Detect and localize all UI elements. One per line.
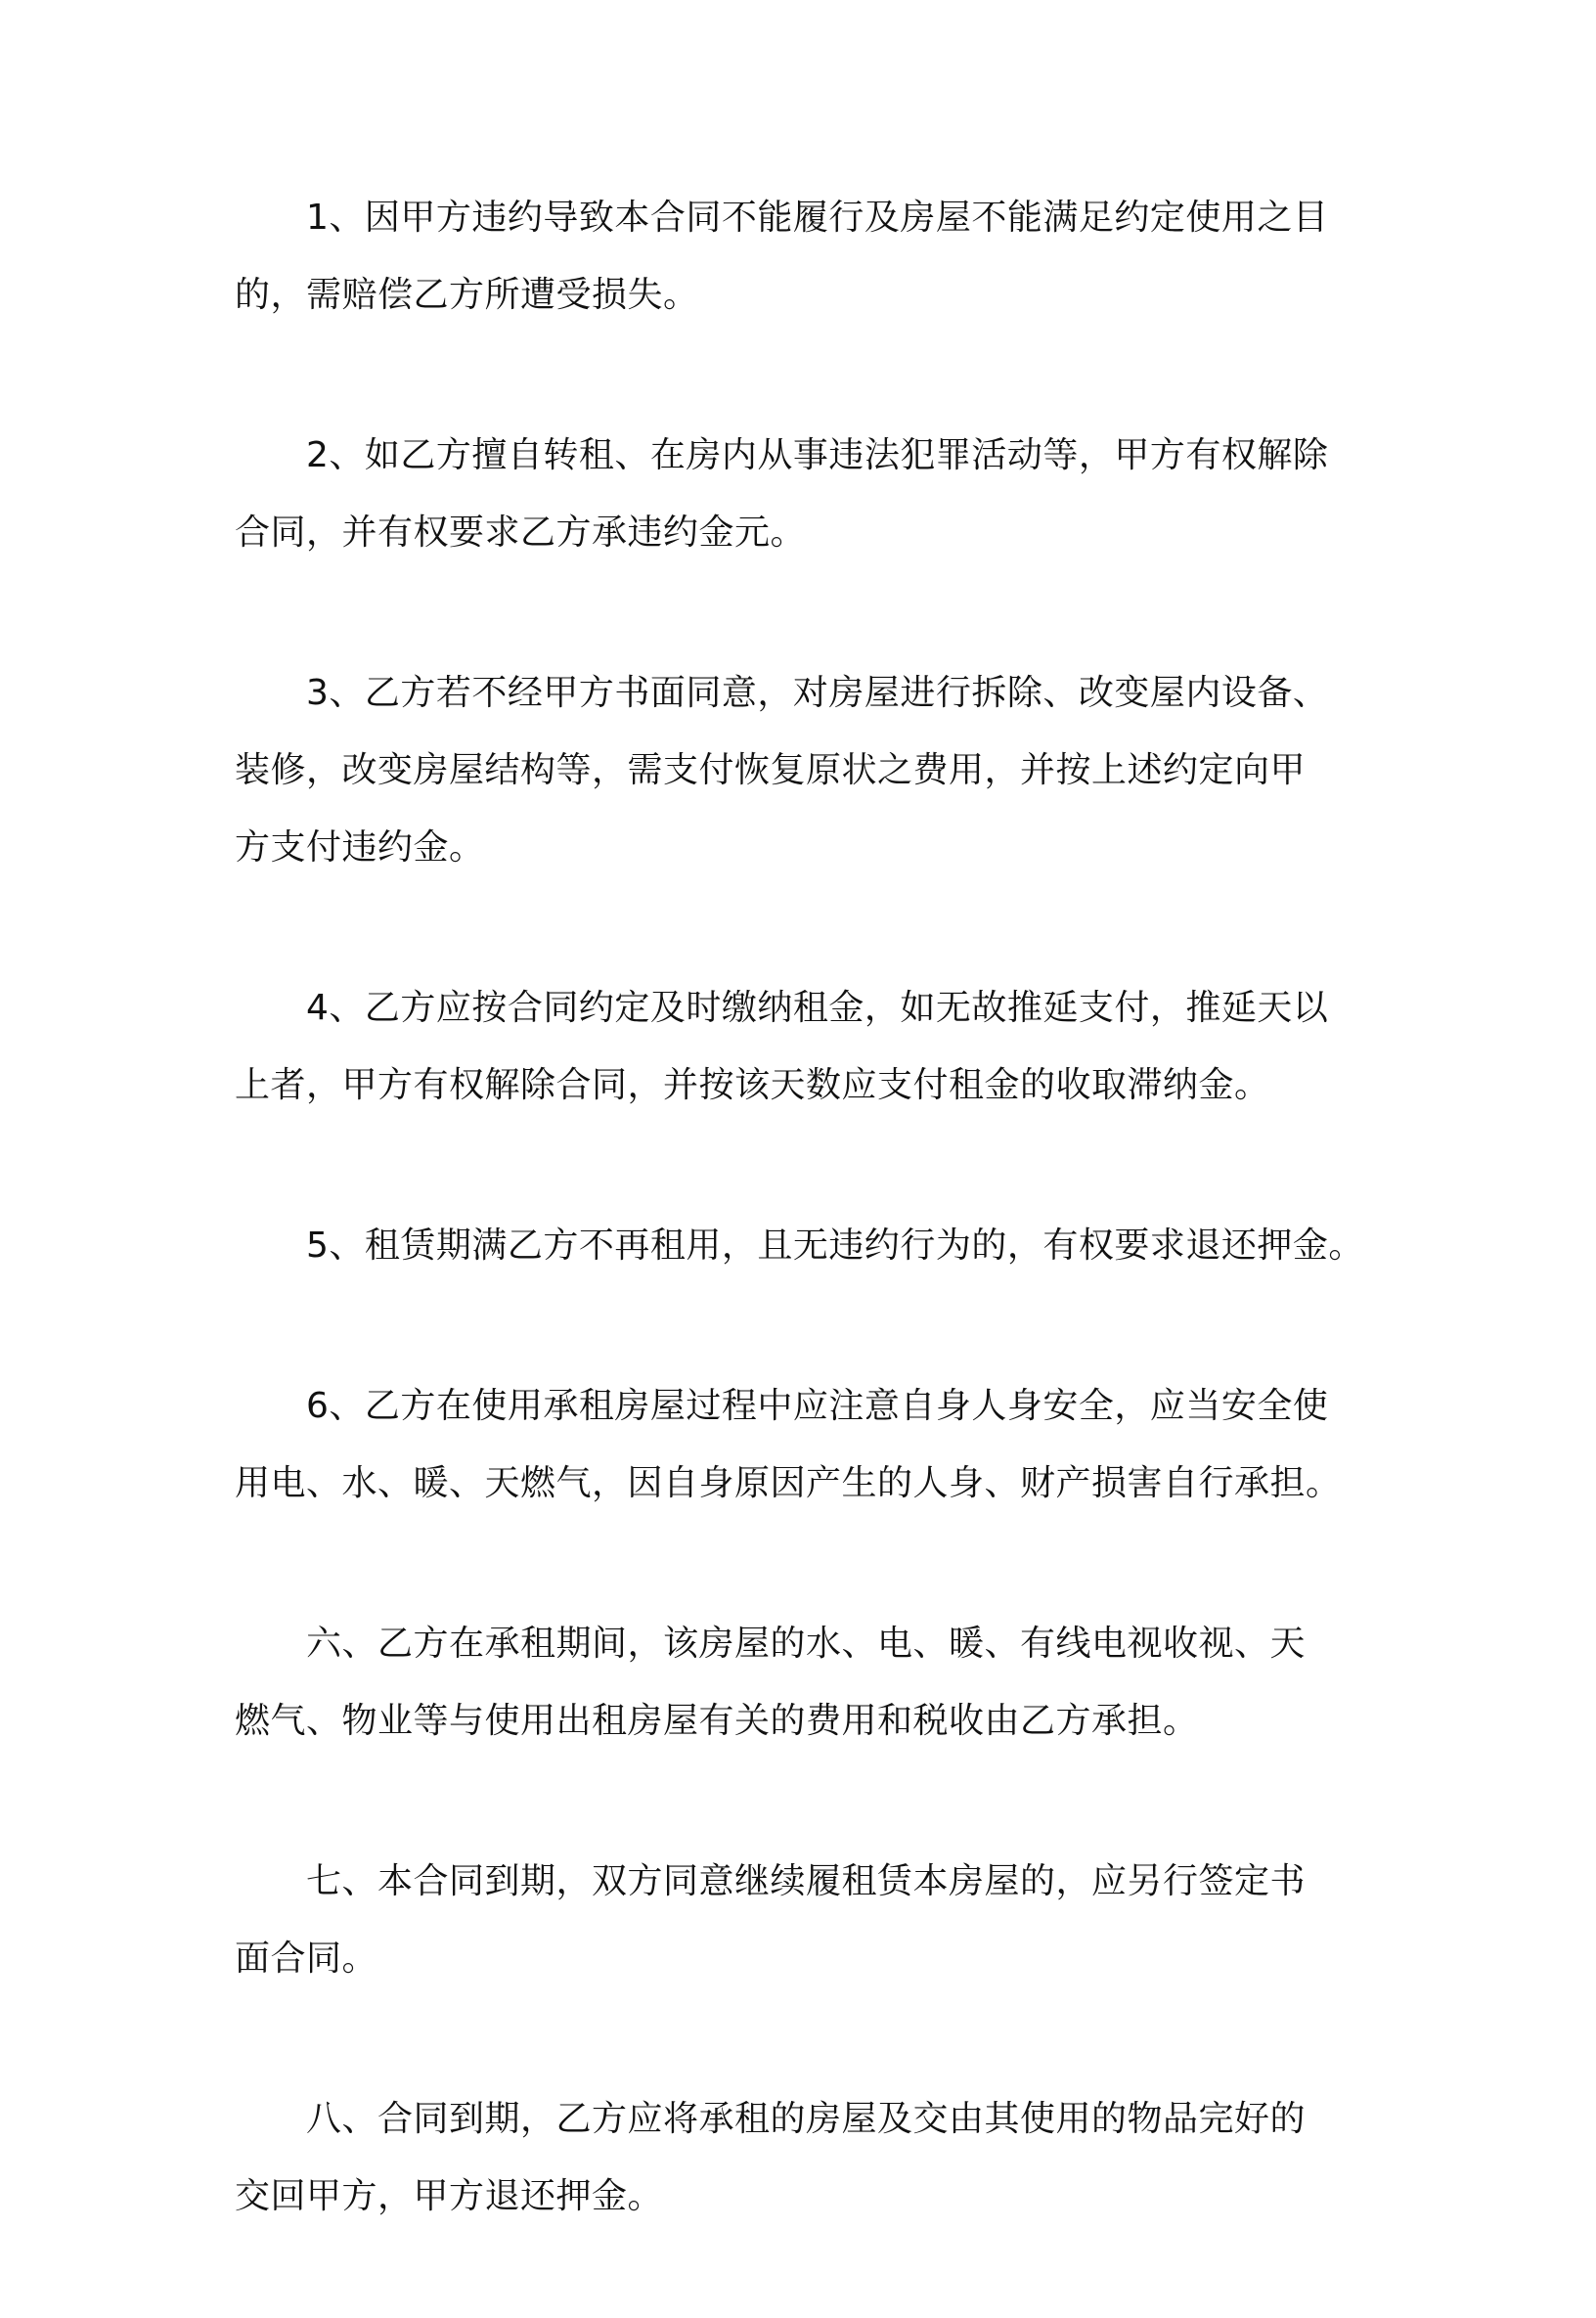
clause-line: 5、租赁期满乙方不再租用，且无违约行为的，有权要求退还押金。 (306, 1226, 1364, 1266)
clause-line: 合同，并有权要求乙方承违约金元。 (235, 513, 807, 553)
clause-6 (235, 1367, 1379, 1522)
contract-clauses (235, 179, 1379, 2318)
clause-line: 八、合同到期，乙方应将承租的房屋及交由其使用的物品完好的 (306, 2099, 1307, 2139)
clause-line: 6、乙方在使用承租房屋过程中应注意自身人身安全，应当安全使 (306, 1386, 1329, 1426)
clause-line: 1、因甲方违约导致本合同不能履行及房屋不能满足约定使用之目 (306, 198, 1329, 238)
clause-line: 的，需赔偿乙方所遭受损失。 (235, 275, 699, 315)
clause-seven (235, 1843, 1379, 1997)
clause-line: 2、如乙方擅自转租、在房内从事违法犯罪活动等，甲方有权解除 (306, 435, 1329, 475)
clause-5 (235, 1207, 1379, 1284)
clause-2 (235, 417, 1379, 571)
clause-line: 七、本合同到期，双方同意继续履租赁本房屋的，应另行签定书 (306, 1861, 1307, 1901)
clause-eight (235, 2080, 1379, 2235)
clause-line: 4、乙方应按合同约定及时缴纳租金，如无故推延支付，推延天以 (306, 988, 1329, 1028)
clause-line: 六、乙方在承租期间，该房屋的水、电、暖、有线电视收视、天 (306, 1624, 1307, 1664)
clause-line: 用电、水、暖、天燃气，因自身原因产生的人身、财产损害自行承担。 (235, 1463, 1342, 1503)
clause-line: 交回甲方，甲方退还押金。 (235, 2176, 664, 2216)
clause-line: 3、乙方若不经甲方书面同意，对房屋进行拆除、改变屋内设备、 (306, 673, 1329, 713)
clause-six (235, 1605, 1379, 1760)
clause-3 (235, 654, 1379, 886)
clause-line: 燃气、物业等与使用出租房屋有关的费用和税收由乙方承担。 (235, 1701, 1199, 1741)
clause-1 (235, 179, 1379, 334)
clause-line: 面合同。 (235, 1939, 378, 1979)
clause-line: 装修，改变房屋结构等，需支付恢复原状之费用，并按上述约定向甲 (235, 750, 1307, 790)
clause-line: 上者，甲方有权解除合同，并按该天数应支付租金的收取滞纳金。 (235, 1065, 1270, 1105)
clause-4 (235, 969, 1379, 1124)
clause-line: 方支付违约金。 (235, 827, 485, 868)
